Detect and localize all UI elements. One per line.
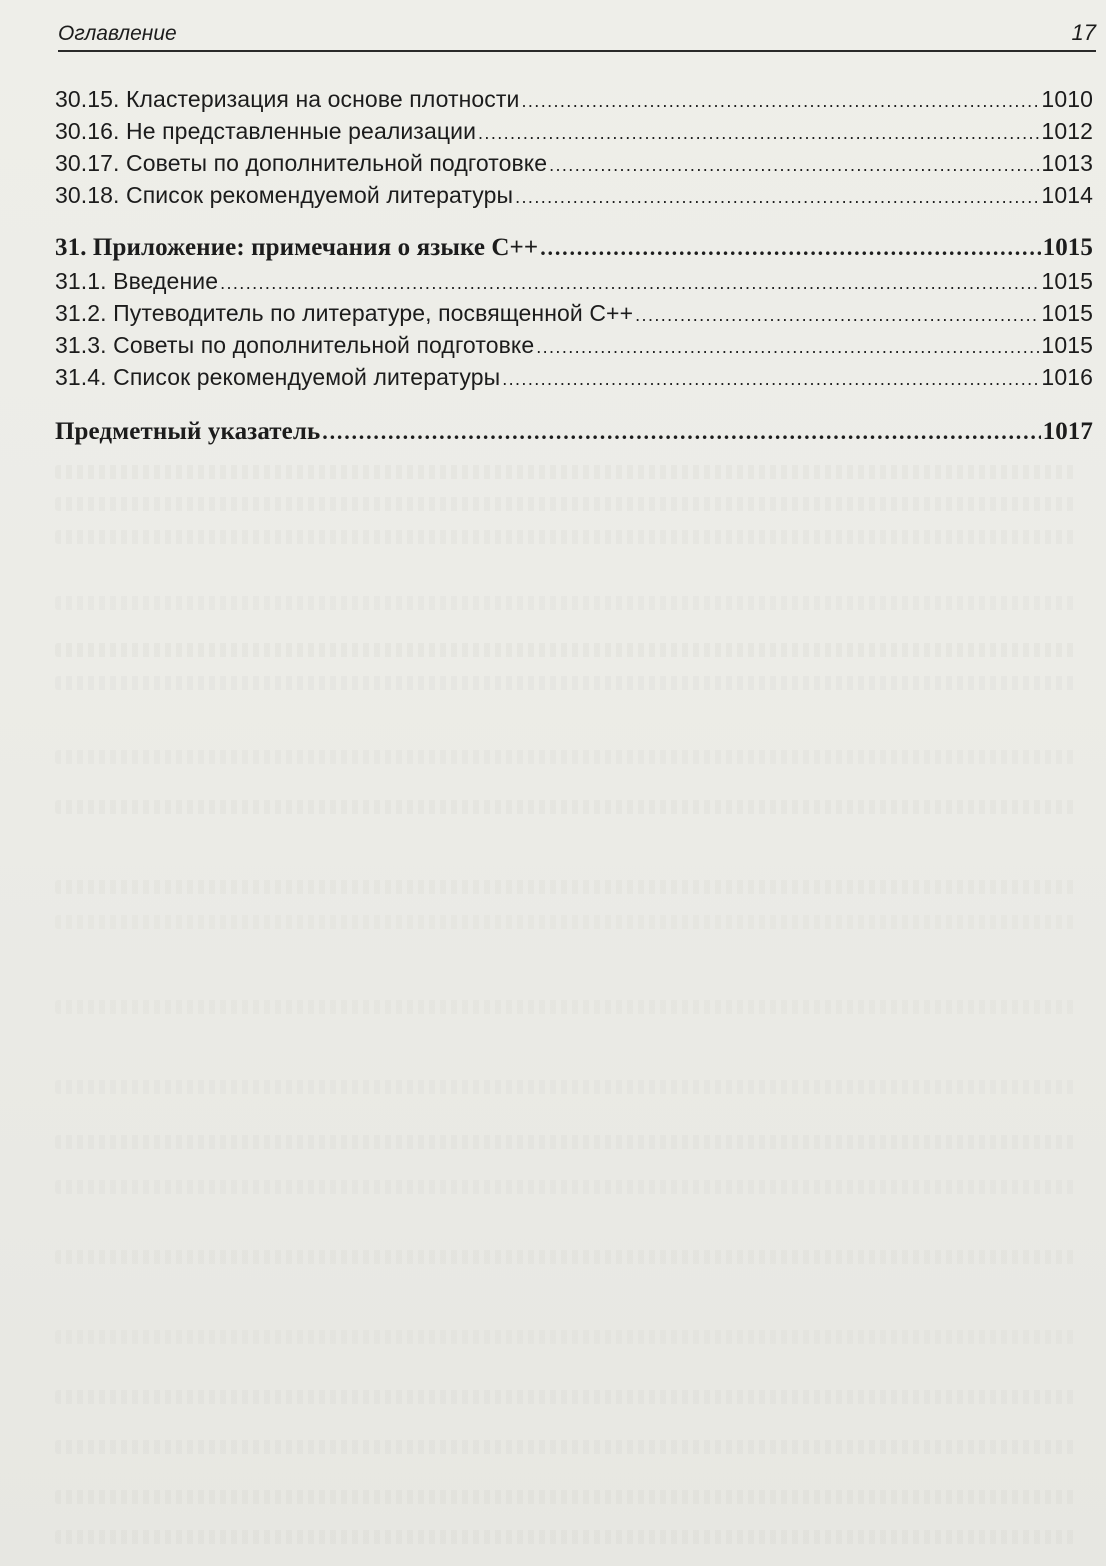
dot-leader — [536, 337, 1039, 358]
show-through-line — [55, 1250, 1076, 1264]
dot-leader — [635, 305, 1039, 326]
toc-entry-label: 30.16. Не представленные реализации — [55, 118, 477, 144]
toc-entry-label: 31.2. Путеводитель по литературе, посвященной C++ — [55, 300, 634, 326]
show-through-line — [55, 596, 1076, 610]
dot-leader — [502, 369, 1039, 390]
show-through-line — [55, 1180, 1076, 1194]
show-through-line — [55, 880, 1076, 894]
show-through-line — [55, 1440, 1076, 1454]
toc-entry-label: 30.17. Советы по дополнительной подготовке — [55, 150, 548, 176]
toc-entry[interactable] — [55, 118, 1093, 150]
toc-entry-page: 1010 — [1041, 86, 1093, 112]
dot-leader — [549, 155, 1039, 176]
toc-entry-label: 30.15. Кластеризация на основе плотности — [55, 86, 520, 112]
toc-entry[interactable] — [55, 300, 1093, 332]
toc-chapter-page: 1015 — [1042, 234, 1093, 261]
page-number: 17 — [1071, 20, 1096, 45]
toc-entry[interactable] — [55, 268, 1093, 300]
show-through-line — [55, 750, 1076, 764]
running-header — [58, 20, 1096, 52]
show-through-line — [55, 1330, 1076, 1344]
toc-entry-label: 31.4. Список рекомендуемой литературы — [55, 364, 501, 390]
toc-entry-page: 1013 — [1041, 150, 1093, 176]
dot-leader — [515, 187, 1039, 208]
dot-leader — [220, 273, 1039, 294]
toc-index-entry[interactable] — [55, 418, 1093, 452]
show-through-line — [55, 1135, 1076, 1149]
toc-entry-page: 1014 — [1041, 182, 1093, 208]
toc-entry-label: 30.18. Список рекомендуемой литературы — [55, 182, 514, 208]
toc-index-page: 1017 — [1042, 418, 1093, 445]
dot-leader — [522, 91, 1040, 112]
dot-leader — [322, 419, 1040, 445]
toc-entry-page: 1015 — [1041, 332, 1093, 358]
show-through-line — [55, 676, 1076, 690]
table-of-contents — [55, 86, 1093, 452]
show-through-line — [55, 1390, 1076, 1404]
show-through-line — [55, 1490, 1076, 1504]
toc-entry[interactable] — [55, 182, 1093, 214]
toc-chapter-label: 31. Приложение: примечания о языке C++ — [55, 234, 539, 261]
toc-chapter-entry[interactable] — [55, 234, 1093, 268]
show-through-line — [55, 465, 1076, 479]
dot-leader — [540, 235, 1040, 261]
show-through-line — [55, 1080, 1076, 1094]
dot-leader — [478, 123, 1039, 144]
show-through-line — [55, 915, 1076, 929]
show-through-line — [55, 800, 1076, 814]
toc-entry[interactable] — [55, 364, 1093, 396]
show-through-line — [55, 1530, 1076, 1544]
toc-entry-page: 1015 — [1041, 268, 1093, 294]
show-through-line — [55, 497, 1076, 511]
toc-entry-page: 1012 — [1041, 118, 1093, 144]
toc-entry-label: 31.1. Введение — [55, 268, 219, 294]
show-through-line — [55, 1000, 1076, 1014]
toc-entry-page: 1016 — [1041, 364, 1093, 390]
header-title: Оглавление — [58, 22, 177, 45]
toc-entry-label: 31.3. Советы по дополнительной подготовке — [55, 332, 535, 358]
toc-entry[interactable] — [55, 150, 1093, 182]
toc-entry[interactable] — [55, 86, 1093, 118]
toc-index-label: Предметный указатель — [55, 418, 321, 445]
toc-entry[interactable] — [55, 332, 1093, 364]
show-through-line — [55, 530, 1076, 544]
show-through-line — [55, 643, 1076, 657]
toc-entry-page: 1015 — [1041, 300, 1093, 326]
